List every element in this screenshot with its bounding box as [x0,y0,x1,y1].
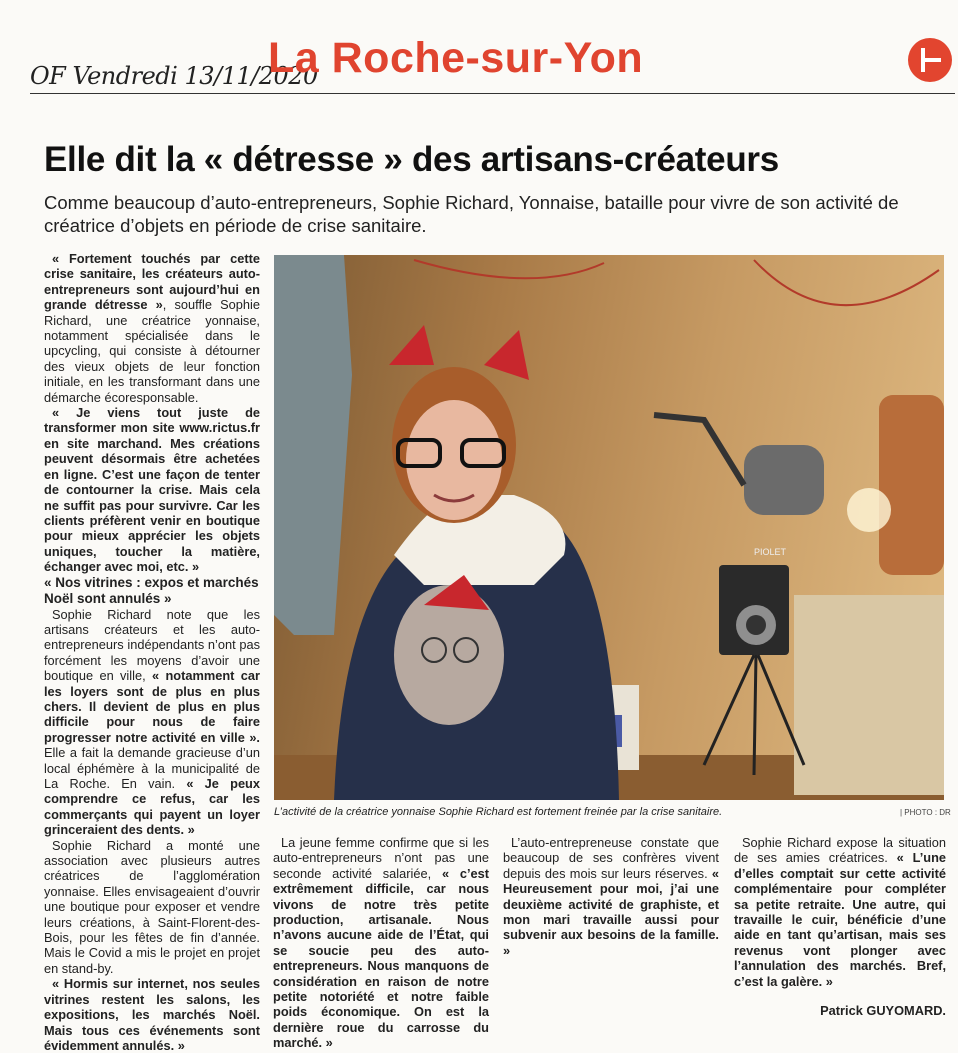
quote-2: « Je viens tout juste de transformer mon site www.rictus.fr en site marchand. Mes créations peuvent désormais être achetées en ligne. C’est une façon de tenter de contourner la crise. Mais cela ne suffit pas pour survivre. Car les clients préfèrent venir en boutique pour mieux apprécier les objets uniques, toucher la matière, échanger avec moi, etc. » [44,405,260,575]
quote-1: « Fortement touchés par cette crise sanitaire, les créateurs auto-entrepreneurs sont aujourd’hui en grande détresse » [44,251,260,313]
camera-label: PIOLET [754,547,787,557]
copper-lamp [879,395,944,575]
paragraph-5-start [44,976,260,1053]
paragraph-6 [273,835,489,1051]
photo-illustration [274,255,944,800]
paragraph-8-text: Sophie Richard expose la situation de ses amies créatrices. [734,835,946,866]
paragraph-1 [44,251,260,405]
article-headline: Elle dit la « détresse » des artisans-créateurs [44,140,779,179]
section-masthead: La Roche-sur-Yon [268,34,644,82]
paragraph-6-text: La jeune femme confirme que si les auto-entrepreneurs n’ont pas une seconde activité salariée, [273,835,489,881]
paragraph-3-text-a: Sophie Richard note que les artisans créateurs et les auto-entrepreneurs indépendants n’ont pas forcément les moyens d’avoir une boutique en ville, [44,606,260,684]
quote-4: « Je peux comprendre ce refus, car les commerçants qui payent un loyer grinceraient des dents. » [44,776,260,838]
paragraph-3-text-b: Elle a fait la demande gracieuse d’un local éphémère à la municipalité de La Roche. En vain. [44,745,260,791]
header-rule [30,93,955,94]
garland-right [754,260,939,305]
article-photo [274,255,944,800]
hanging-cloth [274,255,352,635]
paragraph-8 [734,835,946,989]
newspaper-logo-icon [908,38,952,82]
article-column-2 [273,835,489,1051]
article-subhead: « Nos vitrines : expos et marchés Noël sont annulés » [44,574,259,606]
quote-5: « Hormis sur internet, nos seules vitrines restent les salons, les expositions, les marchés Noël. Mais tous ces événements sont évidemment annulés. » [44,976,260,1053]
santa-hat-left [389,325,434,365]
paragraph-4: Sophie Richard a monté une association avec plusieurs autres créatrices de l’agglomération yonnaise. Elles envisageaient d’ouvrir une boutique pour exposer et vendre leurs créations, à Saint-Florent-des-Bois, pour les fêtes de fin d’année. Mais le Covid a mis le projet en projet en stand-by. [44,837,260,976]
quote-8: « L’une d’elles comptait sur cette activité complémentaire pour compléter sa petite retraite. Une autre, qui travaille le cuir, bénéficie d’une aide en tant qu’artisan, mais ses revenus vont plonger avec l’annulation des marchés. Bref, c’est la galère. » [734,850,947,989]
paragraph-1-text: , souffle Sophie Richard, une créatrice yonnaise, notamment spécialisée dans le upcycling, qui consiste à détourner des vieux objets de leur fonction initiale, en les transformant dans une démarche écoresponsable. [44,297,260,405]
photo-credit: | PHOTO : DR [900,808,951,817]
article-column-3 [503,835,719,958]
article-column-4 [734,835,946,1018]
author-signature: Patrick GUYOMARD. [820,1003,946,1019]
paragraph-7 [503,835,719,958]
grinder-handle [654,415,744,485]
garland-left [414,260,604,278]
paragraph-3 [44,607,260,838]
santa-hat-right [484,330,529,380]
paragraph-2 [44,405,260,574]
paragraph-7-text: L’auto-entrepreneuse constate que beaucoup de ses confrères vivent depuis des mois sur leurs réserves. [503,835,719,881]
meat-grinder [744,445,824,515]
quote-7: « Heureusement pour moi, j’ai une deuxième activité de graphiste, et mon mari travaille aussi pour subvenir aux besoins de la famille. » [503,865,719,958]
quote-3: « notamment car les loyers sont de plus en plus chers. Il devient de plus en plus difficile pour nous de faire progresser notre activité en ville ». [44,668,260,745]
wooden-shelf [794,595,944,795]
quote-6: « c’est extrêmement difficile, car nous vivons de notre très petite production, artisanale. Nous n’avons aucune aide de l’État, qui se soucie peu des auto-entrepreneurs. Nous manquons de considération en raison de notre petite notoriété et notre faible poids économique. On est la dernière roue du carrosse du marché. » [273,865,490,1051]
article-standfirst: Comme beaucoup d’auto-entrepreneurs, Sophie Richard, Yonnaise, bataille pour vivre de son activité de créatrice d’objets en période de crise sanitaire. [44,192,899,236]
lamp-glow [847,488,891,532]
article-column-1 [44,251,260,1053]
handwritten-date-note: OF Vendredi 13/11/2020 [30,62,318,90]
photo-caption: L’activité de la créatrice yonnaise Sophie Richard est fortement freinée par la crise sanitaire. [274,806,723,818]
